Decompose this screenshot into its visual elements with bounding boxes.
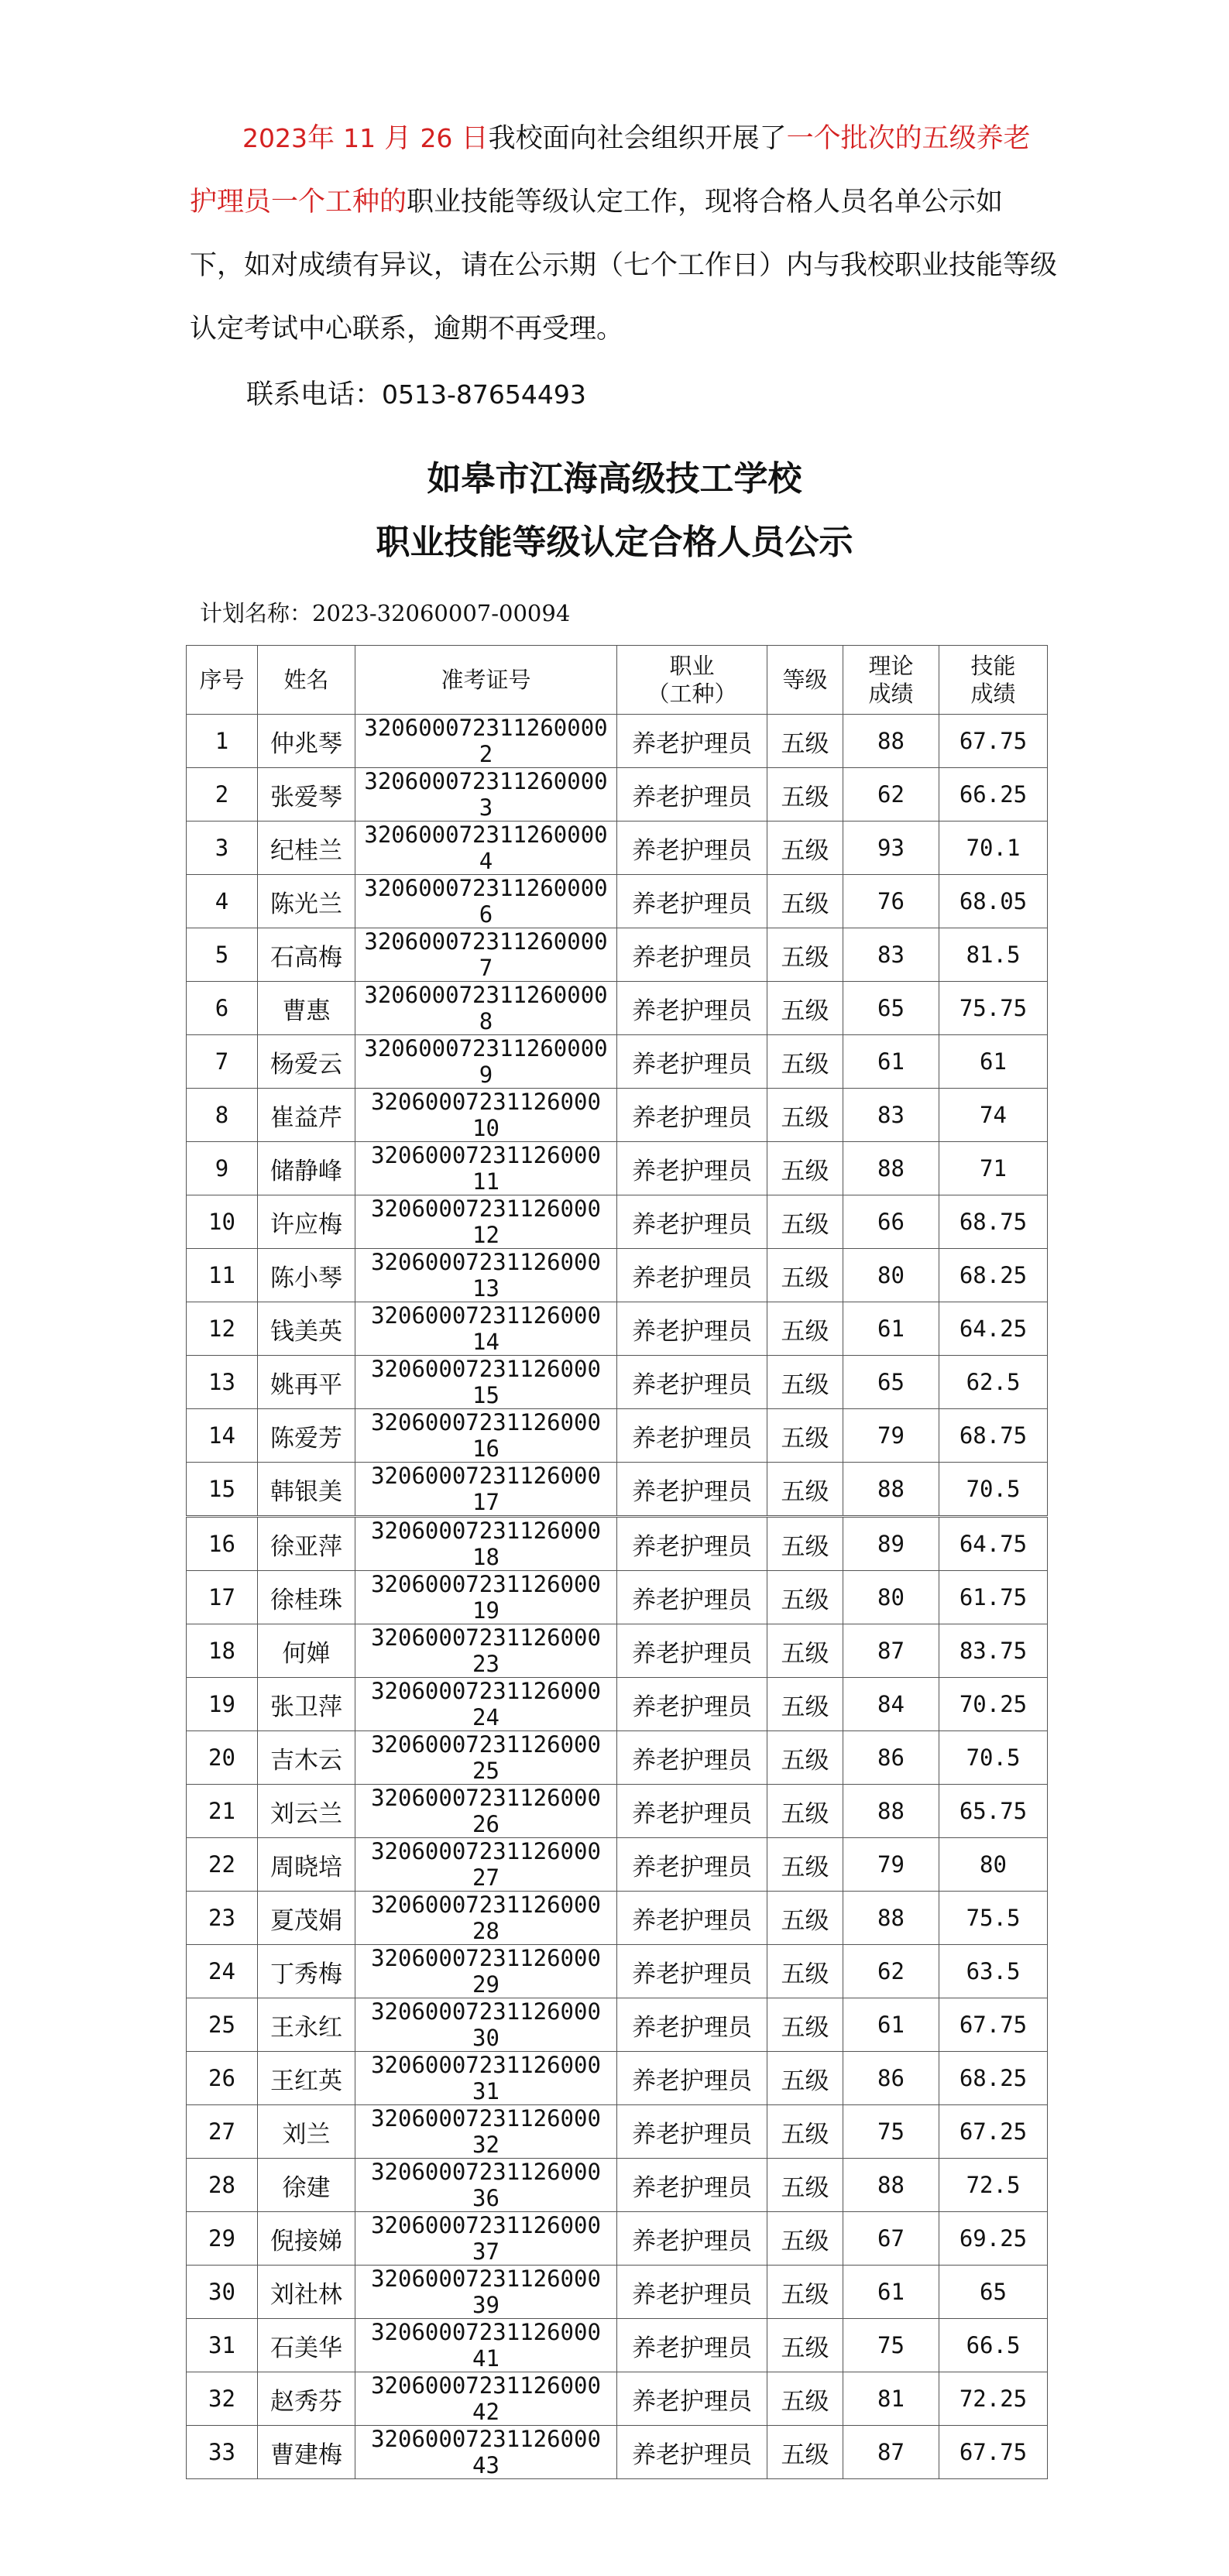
cell-skill: 64.25 (939, 1302, 1048, 1356)
cell-theory: 84 (843, 1678, 939, 1731)
cell-level: 五级 (767, 1624, 843, 1678)
cell-skill: 63.5 (939, 1945, 1048, 1998)
header-theory (843, 646, 939, 715)
cell-name: 刘社林 (258, 2266, 355, 2319)
cell-theory: 61 (843, 1998, 939, 2052)
cell-theory: 65 (843, 982, 939, 1035)
table-row (187, 2266, 1048, 2319)
cell-name: 赵秀芬 (258, 2372, 355, 2426)
cell-level: 五级 (767, 2052, 843, 2105)
cell-job: 养老护理员 (617, 2319, 767, 2372)
cell-level: 五级 (767, 982, 843, 1035)
table-row (187, 1838, 1048, 1892)
cell-seq: 25 (187, 1998, 258, 2052)
cell-job: 养老护理员 (617, 2266, 767, 2319)
table-row (187, 1785, 1048, 1838)
cell-theory: 62 (843, 1945, 939, 1998)
cell-job: 养老护理员 (617, 715, 767, 768)
cell-theory: 61 (843, 1302, 939, 1356)
cell-skill: 81.5 (939, 928, 1048, 982)
cell-job: 养老护理员 (617, 1089, 767, 1142)
cell-name: 陈光兰 (258, 875, 355, 928)
cell-theory: 88 (843, 1785, 939, 1838)
cell-name: 徐桂珠 (258, 1571, 355, 1624)
cell-job: 养老护理员 (617, 1356, 767, 1409)
contact-label: 联系电话： (246, 379, 383, 410)
cell-job: 养老护理员 (617, 1571, 767, 1624)
cell-exam-id: 320600072311260000 3 (355, 768, 617, 822)
cell-theory: 61 (843, 1035, 939, 1089)
cell-seq: 19 (187, 1678, 258, 1731)
cell-exam-id: 32060007231126000 16 (355, 1409, 617, 1463)
table-row (187, 1678, 1048, 1731)
cell-seq: 32 (187, 2372, 258, 2426)
cell-job: 养老护理员 (617, 2159, 767, 2212)
cell-job: 养老护理员 (617, 1142, 767, 1195)
cell-exam-id: 32060007231126000 24 (355, 1678, 617, 1731)
cell-exam-id: 32060007231126000 19 (355, 1571, 617, 1624)
table-row (187, 875, 1048, 928)
cell-seq: 5 (187, 928, 258, 982)
table-row (187, 1356, 1048, 1409)
cell-job: 养老护理员 (617, 1302, 767, 1356)
cell-job: 养老护理员 (617, 1035, 767, 1089)
cell-theory: 83 (843, 928, 939, 982)
cell-exam-id: 32060007231126000 39 (355, 2266, 617, 2319)
table-row (187, 1195, 1048, 1249)
table-row (187, 1302, 1048, 1356)
title-school: 如皋市江海高级技工学校 (427, 459, 802, 499)
cell-theory: 79 (843, 1838, 939, 1892)
plan-label: 计划名称： (200, 600, 313, 626)
cell-exam-id: 32060007231126000 29 (355, 1945, 617, 1998)
cell-level: 五级 (767, 1302, 843, 1356)
cell-skill: 68.75 (939, 1409, 1048, 1463)
cell-level: 五级 (767, 1249, 843, 1302)
cell-skill: 67.75 (939, 2426, 1048, 2479)
cell-level: 五级 (767, 1517, 843, 1571)
cell-skill: 75.75 (939, 982, 1048, 1035)
cell-skill: 61 (939, 1035, 1048, 1089)
cell-level: 五级 (767, 1838, 843, 1892)
cell-name: 许应梅 (258, 1195, 355, 1249)
header-exam-id: 准考证号 (355, 646, 617, 715)
cell-seq: 16 (187, 1517, 258, 1571)
cell-theory: 80 (843, 1249, 939, 1302)
table-row (187, 2372, 1048, 2426)
intro-day: 26 (420, 123, 453, 153)
cell-exam-id: 32060007231126000 18 (355, 1517, 617, 1571)
cell-level: 五级 (767, 2372, 843, 2426)
cell-job: 养老护理员 (617, 1731, 767, 1785)
cell-exam-id: 32060007231126000 17 (355, 1463, 617, 1517)
cell-exam-id: 32060007231126000 25 (355, 1731, 617, 1785)
table-row (187, 2105, 1048, 2159)
cell-exam-id: 320600072311260000 9 (355, 1035, 617, 1089)
cell-level: 五级 (767, 2266, 843, 2319)
cell-exam-id: 32060007231126000 31 (355, 2052, 617, 2105)
cell-exam-id: 32060007231126000 26 (355, 1785, 617, 1838)
table-row (187, 1624, 1048, 1678)
cell-exam-id: 320600072311260000 6 (355, 875, 617, 928)
cell-seq: 4 (187, 875, 258, 928)
cell-job: 养老护理员 (617, 822, 767, 875)
cell-job: 养老护理员 (617, 2105, 767, 2159)
plan-name (200, 598, 570, 629)
intro-text-1: 我校面向社会组织开展了 (488, 123, 787, 154)
cell-level: 五级 (767, 1409, 843, 1463)
cell-exam-id: 32060007231126000 42 (355, 2372, 617, 2426)
cell-level: 五级 (767, 1678, 843, 1731)
cell-level: 五级 (767, 1731, 843, 1785)
cell-name: 崔益芹 (258, 1089, 355, 1142)
cell-exam-id: 320600072311260000 4 (355, 822, 617, 875)
cell-name: 徐建 (258, 2159, 355, 2212)
header-theory-line2: 成绩 (868, 681, 914, 707)
cell-level: 五级 (767, 1035, 843, 1089)
table-row (187, 1142, 1048, 1195)
table-row (187, 715, 1048, 768)
cell-name: 储静峰 (258, 1142, 355, 1195)
table-row (187, 1035, 1048, 1089)
cell-seq: 22 (187, 1838, 258, 1892)
cell-level: 五级 (767, 875, 843, 928)
cell-level: 五级 (767, 1571, 843, 1624)
cell-job: 养老护理员 (617, 2372, 767, 2426)
cell-theory: 87 (843, 1624, 939, 1678)
cell-exam-id: 320600072311260000 7 (355, 928, 617, 982)
cell-level: 五级 (767, 928, 843, 982)
header-name: 姓名 (258, 646, 355, 715)
cell-skill: 64.75 (939, 1517, 1048, 1571)
cell-skill: 68.05 (939, 875, 1048, 928)
cell-name: 陈爱芳 (258, 1409, 355, 1463)
table-row (187, 768, 1048, 822)
cell-skill: 72.25 (939, 2372, 1048, 2426)
cell-name: 曹建梅 (258, 2426, 355, 2479)
cell-name: 张卫萍 (258, 1678, 355, 1731)
cell-seq: 26 (187, 2052, 258, 2105)
cell-skill: 74 (939, 1089, 1048, 1142)
cell-exam-id: 32060007231126000 27 (355, 1838, 617, 1892)
cell-exam-id: 32060007231126000 41 (355, 2319, 617, 2372)
cell-seq: 9 (187, 1142, 258, 1195)
cell-exam-id: 32060007231126000 23 (355, 1624, 617, 1678)
header-job-line1: 职业 (669, 653, 715, 679)
cell-exam-id: 32060007231126000 36 (355, 2159, 617, 2212)
table-row (187, 1249, 1048, 1302)
cell-seq: 31 (187, 2319, 258, 2372)
cell-exam-id: 320600072311260000 8 (355, 982, 617, 1035)
cell-name: 纪桂兰 (258, 822, 355, 875)
cell-job: 养老护理员 (617, 1624, 767, 1678)
table-header-row (187, 646, 1048, 715)
cell-theory: 88 (843, 1142, 939, 1195)
cell-skill: 65.75 (939, 1785, 1048, 1838)
cell-skill: 71 (939, 1142, 1048, 1195)
table-row (187, 1463, 1048, 1517)
cell-seq: 1 (187, 715, 258, 768)
cell-exam-id: 320600072311260000 2 (355, 715, 617, 768)
header-skill-line1: 技能 (970, 653, 1016, 679)
cell-seq: 17 (187, 1571, 258, 1624)
cell-job: 养老护理员 (617, 1678, 767, 1731)
plan-value: 2023-32060007-00094 (312, 600, 571, 626)
cell-job: 养老护理员 (617, 1838, 767, 1892)
cell-theory: 80 (843, 1571, 939, 1624)
intro-day-unit: 日 (461, 123, 489, 154)
cell-skill: 70.1 (939, 822, 1048, 875)
cell-name: 姚再平 (258, 1356, 355, 1409)
cell-job: 养老护理员 (617, 1998, 767, 2052)
cell-skill: 68.25 (939, 2052, 1048, 2105)
cell-name: 杨爱云 (258, 1035, 355, 1089)
table-row (187, 2319, 1048, 2372)
cell-job: 养老护理员 (617, 1517, 767, 1571)
cell-name: 刘云兰 (258, 1785, 355, 1838)
table-row (187, 2052, 1048, 2105)
cell-level: 五级 (767, 2105, 843, 2159)
cell-name: 丁秀梅 (258, 1945, 355, 1998)
cell-job: 养老护理员 (617, 1249, 767, 1302)
cell-level: 五级 (767, 1195, 843, 1249)
contact-phone: 0513-87654493 (382, 379, 586, 410)
cell-exam-id: 32060007231126000 32 (355, 2105, 617, 2159)
cell-level: 五级 (767, 1945, 843, 1998)
cell-name: 曹惠 (258, 982, 355, 1035)
cell-name: 石美华 (258, 2319, 355, 2372)
cell-theory: 88 (843, 2159, 939, 2212)
cell-seq: 6 (187, 982, 258, 1035)
cell-exam-id: 32060007231126000 15 (355, 1356, 617, 1409)
cell-exam-id: 32060007231126000 37 (355, 2212, 617, 2266)
cell-theory: 88 (843, 1892, 939, 1945)
cell-exam-id: 32060007231126000 13 (355, 1249, 617, 1302)
cell-seq: 30 (187, 2266, 258, 2319)
table-row (187, 1409, 1048, 1463)
intro-month: 11 (343, 123, 376, 153)
cell-job: 养老护理员 (617, 1409, 767, 1463)
cell-skill: 80 (939, 1838, 1048, 1892)
header-skill-line2: 成绩 (970, 681, 1016, 707)
header-theory-line1: 理论 (868, 653, 914, 679)
table-row (187, 1945, 1048, 1998)
cell-seq: 10 (187, 1195, 258, 1249)
contact-line (246, 372, 586, 418)
table-row (187, 1089, 1048, 1142)
cell-job: 养老护理员 (617, 1785, 767, 1838)
cell-name: 倪接娣 (258, 2212, 355, 2266)
cell-theory: 89 (843, 1517, 939, 1571)
cell-skill: 70.5 (939, 1731, 1048, 1785)
cell-level: 五级 (767, 822, 843, 875)
intro-highlight: 一个批次的五级养老护理员一个工种的 (190, 123, 1031, 218)
cell-job: 养老护理员 (617, 875, 767, 928)
cell-job: 养老护理员 (617, 1195, 767, 1249)
cell-job: 养老护理员 (617, 928, 767, 982)
cell-job: 养老护理员 (617, 2052, 767, 2105)
cell-job: 养老护理员 (617, 982, 767, 1035)
cell-skill: 67.25 (939, 2105, 1048, 2159)
cell-exam-id: 32060007231126000 10 (355, 1089, 617, 1142)
header-job (617, 646, 767, 715)
cell-level: 五级 (767, 2159, 843, 2212)
title-notice: 职业技能等级认定合格人员公示 (376, 523, 853, 562)
header-seq: 序号 (187, 646, 258, 715)
cell-skill: 66.5 (939, 2319, 1048, 2372)
cell-exam-id: 32060007231126000 28 (355, 1892, 617, 1945)
cell-theory: 88 (843, 1463, 939, 1517)
intro-month-unit: 月 (384, 123, 412, 154)
cell-level: 五级 (767, 715, 843, 768)
cell-name: 王红英 (258, 2052, 355, 2105)
cell-seq: 11 (187, 1249, 258, 1302)
cell-name: 夏茂娟 (258, 1892, 355, 1945)
cell-level: 五级 (767, 768, 843, 822)
cell-theory: 83 (843, 1089, 939, 1142)
cell-skill: 70.5 (939, 1463, 1048, 1517)
cell-level: 五级 (767, 1356, 843, 1409)
cell-theory: 79 (843, 1409, 939, 1463)
cell-seq: 14 (187, 1409, 258, 1463)
cell-theory: 75 (843, 2105, 939, 2159)
cell-name: 韩银美 (258, 1463, 355, 1517)
cell-seq: 20 (187, 1731, 258, 1785)
table-row (187, 982, 1048, 1035)
cell-level: 五级 (767, 2212, 843, 2266)
cell-level: 五级 (767, 2319, 843, 2372)
cell-name: 张爱琴 (258, 768, 355, 822)
cell-skill: 67.75 (939, 1998, 1048, 2052)
cell-seq: 3 (187, 822, 258, 875)
table-row (187, 1998, 1048, 2052)
results-table (186, 645, 1048, 2479)
cell-seq: 29 (187, 2212, 258, 2266)
cell-exam-id: 32060007231126000 14 (355, 1302, 617, 1356)
cell-level: 五级 (767, 1892, 843, 1945)
cell-skill: 65 (939, 2266, 1048, 2319)
cell-skill: 68.75 (939, 1195, 1048, 1249)
cell-skill: 61.75 (939, 1571, 1048, 1624)
intro-year-unit: 年 (307, 123, 335, 154)
table-row (187, 2212, 1048, 2266)
cell-job: 养老护理员 (617, 1463, 767, 1517)
cell-theory: 87 (843, 2426, 939, 2479)
cell-level: 五级 (767, 1463, 843, 1517)
cell-skill: 72.5 (939, 2159, 1048, 2212)
cell-skill: 68.25 (939, 1249, 1048, 1302)
cell-job: 养老护理员 (617, 1892, 767, 1945)
table-row (187, 2426, 1048, 2479)
cell-theory: 88 (843, 715, 939, 768)
cell-skill: 83.75 (939, 1624, 1048, 1678)
cell-seq: 24 (187, 1945, 258, 1998)
cell-skill: 75.5 (939, 1892, 1048, 1945)
cell-job: 养老护理员 (617, 768, 767, 822)
cell-job: 养老护理员 (617, 2212, 767, 2266)
cell-job: 养老护理员 (617, 2426, 767, 2479)
cell-theory: 66 (843, 1195, 939, 1249)
cell-seq: 7 (187, 1035, 258, 1089)
table-row (187, 1731, 1048, 1785)
table-row (187, 1571, 1048, 1624)
cell-name: 石高梅 (258, 928, 355, 982)
header-level: 等级 (767, 646, 843, 715)
cell-theory: 86 (843, 1731, 939, 1785)
cell-theory: 75 (843, 2319, 939, 2372)
cell-level: 五级 (767, 2426, 843, 2479)
cell-exam-id: 32060007231126000 43 (355, 2426, 617, 2479)
cell-level: 五级 (767, 1142, 843, 1195)
cell-seq: 33 (187, 2426, 258, 2479)
cell-skill: 69.25 (939, 2212, 1048, 2266)
cell-theory: 93 (843, 822, 939, 875)
cell-theory: 86 (843, 2052, 939, 2105)
cell-name: 王永红 (258, 1998, 355, 2052)
cell-skill: 66.25 (939, 768, 1048, 822)
cell-name: 吉木云 (258, 1731, 355, 1785)
cell-seq: 13 (187, 1356, 258, 1409)
intro-paragraph (190, 107, 1057, 361)
cell-seq: 27 (187, 2105, 258, 2159)
cell-skill: 67.75 (939, 715, 1048, 768)
cell-name: 刘兰 (258, 2105, 355, 2159)
cell-job: 养老护理员 (617, 1945, 767, 1998)
cell-name: 陈小琴 (258, 1249, 355, 1302)
table-row (187, 1892, 1048, 1945)
cell-skill: 70.25 (939, 1678, 1048, 1731)
intro-year: 2023 (242, 123, 307, 153)
cell-name: 何婵 (258, 1624, 355, 1678)
table-row (187, 928, 1048, 982)
cell-skill: 62.5 (939, 1356, 1048, 1409)
cell-name: 仲兆琴 (258, 715, 355, 768)
cell-theory: 62 (843, 768, 939, 822)
header-skill (939, 646, 1048, 715)
cell-theory: 67 (843, 2212, 939, 2266)
table-row (187, 2159, 1048, 2212)
cell-level: 五级 (767, 1089, 843, 1142)
cell-seq: 15 (187, 1463, 258, 1517)
cell-seq: 2 (187, 768, 258, 822)
header-job-line2: （工种） (647, 681, 737, 707)
cell-theory: 81 (843, 2372, 939, 2426)
cell-exam-id: 32060007231126000 11 (355, 1142, 617, 1195)
table-row (187, 1517, 1048, 1571)
cell-seq: 23 (187, 1892, 258, 1945)
cell-seq: 28 (187, 2159, 258, 2212)
cell-exam-id: 32060007231126000 30 (355, 1998, 617, 2052)
intro-text-2: 职业技能等级认定工作，现将合格人员名单公示如下，如对成绩有异议，请在公示期（七个工作日）内与我校职业技能等级认定考试中心联系，逾期不再受理。 (190, 187, 1058, 345)
cell-level: 五级 (767, 1998, 843, 2052)
cell-theory: 76 (843, 875, 939, 928)
cell-seq: 21 (187, 1785, 258, 1838)
cell-seq: 18 (187, 1624, 258, 1678)
cell-name: 周晓培 (258, 1838, 355, 1892)
cell-name: 徐亚萍 (258, 1517, 355, 1571)
cell-seq: 12 (187, 1302, 258, 1356)
cell-theory: 61 (843, 2266, 939, 2319)
table-row (187, 822, 1048, 875)
cell-seq: 8 (187, 1089, 258, 1142)
cell-theory: 65 (843, 1356, 939, 1409)
cell-level: 五级 (767, 1785, 843, 1838)
cell-name: 钱美英 (258, 1302, 355, 1356)
cell-exam-id: 32060007231126000 12 (355, 1195, 617, 1249)
